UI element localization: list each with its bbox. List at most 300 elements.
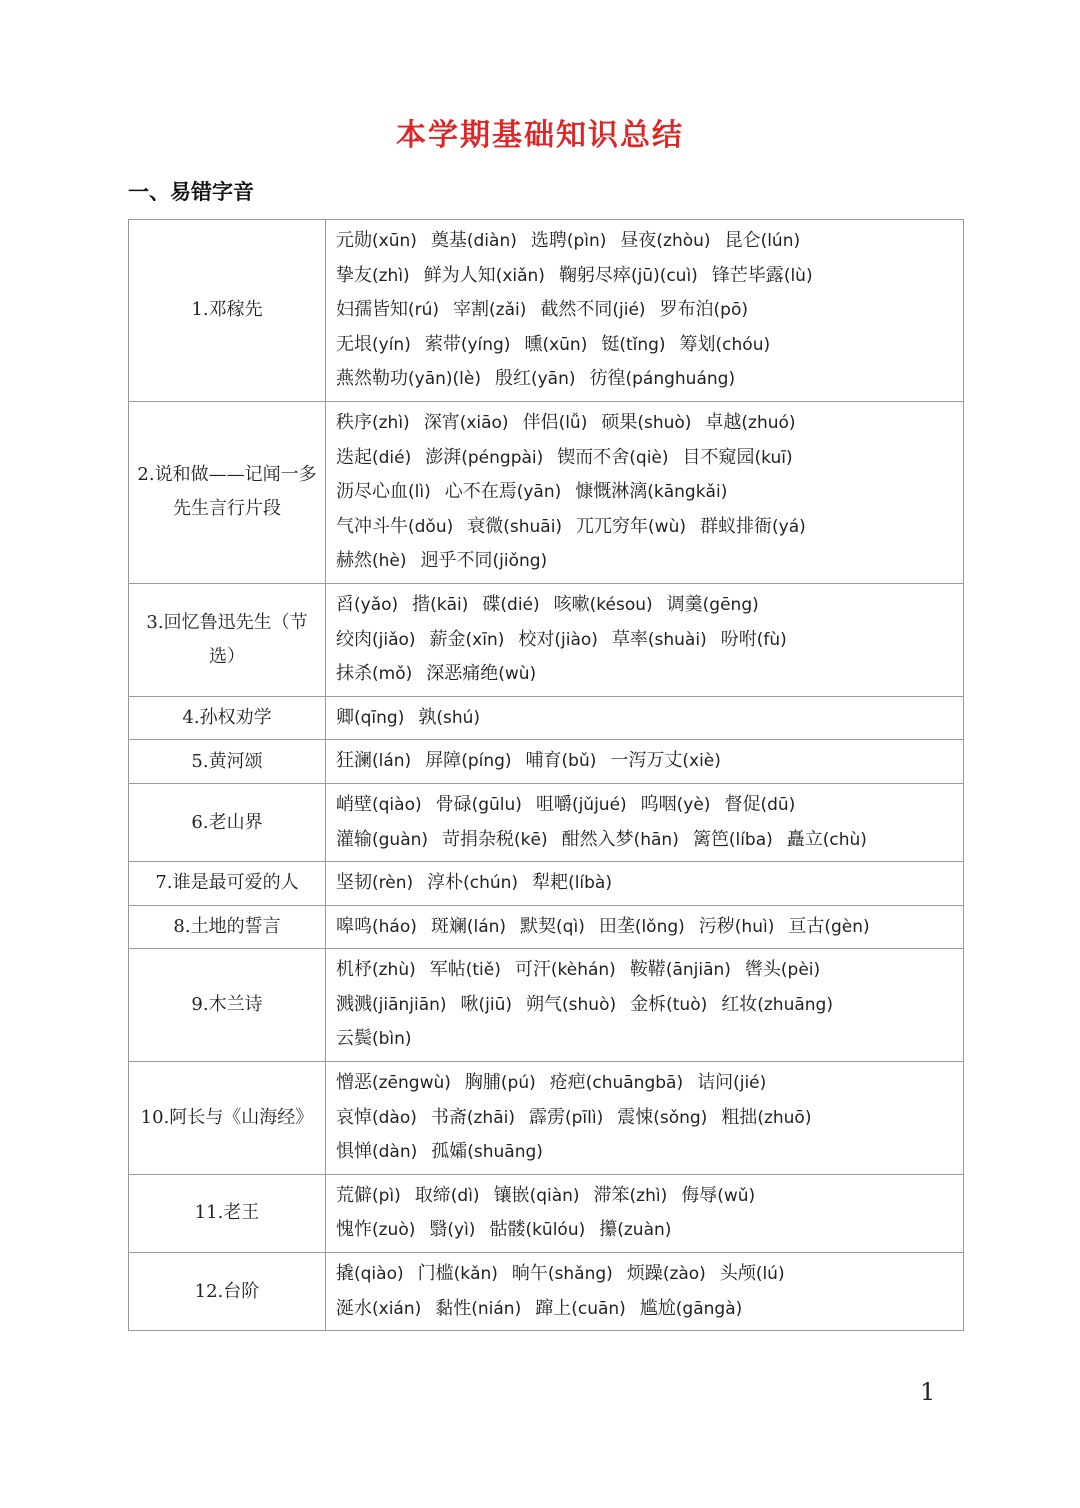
word-item — [536, 788, 627, 823]
word-text: 彷徨 — [589, 368, 626, 390]
word-item — [697, 1066, 766, 1101]
word-text: 书斋 — [430, 1106, 467, 1128]
pinyin-text: (zǎi) — [489, 300, 527, 321]
word-text: 震悚 — [617, 1106, 654, 1128]
word-item — [431, 910, 506, 945]
lesson-title: 5.黄河颂 — [129, 740, 326, 784]
word-text: 斑斓 — [430, 915, 467, 937]
word-text: 亘古 — [788, 915, 825, 937]
word-item — [442, 823, 548, 858]
word-text: 绞肉 — [336, 628, 372, 650]
word-item — [336, 1022, 412, 1057]
word-line — [336, 657, 959, 692]
word-line — [336, 224, 959, 259]
word-item — [336, 406, 410, 441]
word-item — [426, 657, 536, 692]
word-text: 无垠 — [336, 333, 372, 355]
word-text: 哺育 — [525, 750, 562, 772]
word-text: 污秽 — [698, 915, 735, 937]
pinyin-text: (lún) — [760, 231, 801, 251]
pinyin-text: (jié) — [733, 1073, 767, 1094]
lesson-row — [129, 696, 964, 740]
word-item — [693, 823, 773, 858]
pinyin-text: (píng) — [461, 751, 512, 772]
word-text: 骷髅 — [489, 1219, 526, 1241]
word-text: 撬 — [336, 1263, 354, 1285]
word-text: 澎湃 — [425, 446, 462, 468]
word-item — [700, 510, 806, 545]
word-text: 校对 — [518, 628, 555, 650]
word-item — [529, 1101, 603, 1136]
word-text: 辔头 — [744, 959, 781, 981]
word-item — [336, 475, 431, 510]
lesson-row — [129, 949, 964, 1062]
word-text: 坚韧 — [336, 872, 372, 894]
lesson-title: 6.老山界 — [129, 783, 326, 861]
word-text: 粗拙 — [721, 1106, 758, 1128]
word-text: 妇孺皆知 — [336, 299, 408, 321]
word-text: 酣然入梦 — [561, 828, 634, 850]
word-item — [515, 953, 616, 988]
word-item — [518, 623, 598, 658]
pinyin-text: (yǎo) — [354, 594, 399, 615]
word-line — [336, 510, 959, 545]
pinyin-text: (jiū) — [478, 994, 513, 1015]
pinyin-text: (xián) — [372, 1298, 422, 1319]
pinyin-text: (kāngkǎi) — [647, 482, 728, 503]
word-item — [627, 1257, 706, 1292]
pinyin-text: (chù) — [822, 829, 867, 850]
pinyin-text: (yín) — [372, 334, 411, 355]
word-item — [562, 823, 679, 858]
word-text: 伴侣 — [522, 411, 559, 433]
pinyin-text: (wù) — [498, 664, 537, 685]
word-text: 截然不同 — [540, 299, 613, 321]
word-item — [424, 406, 509, 441]
word-item — [336, 988, 447, 1023]
word-item — [336, 224, 417, 259]
word-text: 昆仑 — [724, 230, 761, 251]
word-item — [699, 910, 775, 945]
word-item — [482, 588, 539, 623]
word-text: 默契 — [520, 915, 557, 937]
word-text: 侮辱 — [681, 1184, 718, 1206]
word-text: 惧惮 — [336, 1141, 372, 1163]
pinyin-text: (xūn) — [542, 334, 588, 355]
lesson-row — [129, 401, 964, 583]
pinyin-text: (guàn) — [372, 829, 429, 850]
word-text: 卿 — [336, 706, 354, 728]
word-item — [721, 988, 833, 1023]
word-text: 鞠躬尽瘁 — [558, 264, 631, 286]
word-text: 鞍鞯 — [629, 959, 666, 981]
word-item — [427, 866, 518, 901]
lesson-title: 11.老王 — [129, 1174, 326, 1252]
pinyin-text: (tuò) — [666, 994, 708, 1015]
pinyin-text: (lǒng) — [634, 916, 685, 937]
word-text: 荒僻 — [336, 1184, 372, 1206]
word-item — [336, 1066, 451, 1101]
pinyin-text: (bǔ) — [561, 751, 597, 772]
pinyin-text: (zhì) — [372, 265, 410, 286]
word-text: 镶嵌 — [493, 1184, 530, 1206]
word-cell — [326, 1253, 964, 1331]
word-line — [336, 362, 959, 397]
pinyin-text: (zào) — [662, 1264, 706, 1285]
word-item — [336, 623, 416, 658]
word-text: 云鬓 — [336, 1028, 372, 1050]
word-item — [430, 953, 501, 988]
word-item — [495, 362, 576, 397]
pinyin-text: (shuò) — [562, 994, 617, 1015]
word-item — [418, 701, 480, 736]
word-item — [412, 588, 468, 623]
word-item — [554, 588, 653, 623]
word-text: 锲而不舍 — [557, 446, 630, 468]
pinyin-text: (xīn) — [465, 629, 505, 650]
word-line — [336, 1066, 959, 1101]
pinyin-text: (shuāng) — [467, 1142, 543, 1163]
word-line — [336, 1257, 959, 1292]
word-text: 碟 — [482, 593, 501, 615]
word-item — [461, 988, 513, 1023]
word-line — [336, 953, 959, 988]
word-line — [336, 328, 959, 363]
pinyin-text: (kūlóu) — [525, 1220, 586, 1241]
word-item — [336, 953, 416, 988]
lesson-row — [129, 783, 964, 861]
word-item — [336, 1213, 415, 1248]
pinyin-text: (dào) — [372, 1107, 417, 1128]
pinyin-text: (xiè) — [682, 751, 721, 772]
pinyin-text: (yì) — [447, 1220, 476, 1241]
word-item — [336, 441, 411, 476]
word-text: 霹雳 — [528, 1106, 565, 1128]
lesson-title: 10.阿长与《山海经》 — [129, 1062, 326, 1175]
word-item — [425, 328, 511, 363]
word-item — [336, 1135, 417, 1170]
word-text: 门槛 — [417, 1263, 454, 1285]
word-text: 晌午 — [511, 1263, 548, 1285]
pinyin-text: (zhuó) — [741, 412, 796, 433]
word-text: 气冲斗牛 — [336, 515, 408, 537]
pinyin-text: (sǒng) — [653, 1107, 708, 1128]
word-item — [683, 441, 793, 476]
word-item — [617, 1101, 707, 1136]
word-text: 疮疤 — [549, 1072, 586, 1094]
word-line — [336, 988, 959, 1023]
word-line — [336, 293, 959, 328]
word-item — [610, 744, 721, 779]
word-item — [630, 953, 731, 988]
word-item — [532, 866, 612, 901]
pinyin-text: (zhù) — [372, 960, 416, 981]
word-line — [336, 588, 959, 623]
word-cell — [326, 740, 964, 784]
word-text: 烦躁 — [626, 1263, 663, 1285]
word-text: 灌输 — [336, 828, 372, 850]
word-item — [431, 224, 517, 259]
word-text: 屏障 — [425, 750, 462, 772]
word-cell — [326, 220, 964, 402]
word-text: 头颅 — [719, 1263, 756, 1285]
word-item — [489, 1213, 585, 1248]
pinyin-text: (tǐng) — [619, 334, 666, 355]
word-text: 元勋 — [336, 230, 372, 251]
pinyin-text: (zhāi) — [466, 1107, 515, 1128]
pinyin-text: (pìn) — [566, 231, 607, 251]
pinyin-text: (jiānjiān) — [372, 994, 447, 1015]
pinyin-text: (jiǎo) — [372, 629, 416, 650]
word-item — [336, 510, 453, 545]
word-item — [788, 910, 869, 945]
word-item — [336, 701, 404, 736]
word-line — [336, 1022, 959, 1057]
pinyin-text: (shú) — [436, 707, 481, 728]
pinyin-text: (zhuāng) — [757, 994, 833, 1015]
word-text: 筹划 — [679, 333, 716, 355]
pinyin-text: (lán) — [372, 751, 412, 772]
word-cell — [326, 1062, 964, 1175]
lesson-row — [129, 1174, 964, 1252]
word-cell — [326, 905, 964, 949]
word-item — [431, 1135, 543, 1170]
lesson-title: 8.土地的誓言 — [129, 905, 326, 949]
word-text: 薪金 — [429, 628, 466, 650]
pinyin-text: (hān) — [633, 829, 679, 850]
word-line — [336, 823, 959, 858]
pinyin-text: (yè) — [676, 794, 711, 815]
word-item — [336, 1101, 417, 1136]
word-item — [526, 744, 597, 779]
pinyin-text: (kuī) — [754, 447, 793, 468]
word-text: 黏性 — [435, 1297, 472, 1319]
word-text: 调羹 — [666, 593, 703, 615]
lesson-title: 9.木兰诗 — [129, 949, 326, 1062]
pinyin-text: (shǎng) — [547, 1264, 613, 1285]
word-text: 犁耙 — [532, 872, 569, 894]
word-line — [336, 866, 959, 901]
word-text: 铤 — [601, 333, 620, 355]
word-item — [421, 544, 548, 579]
word-text: 骨碌 — [435, 793, 472, 815]
word-item — [512, 1257, 613, 1292]
word-text: 尴尬 — [639, 1297, 676, 1319]
word-item — [599, 1213, 671, 1248]
pinyin-text: (pīlì) — [564, 1107, 604, 1128]
word-item — [594, 1179, 668, 1214]
pinyin-text: (chóu) — [715, 334, 771, 355]
pinyin-text: (rèn) — [372, 873, 414, 894]
word-line — [336, 441, 959, 476]
pinyin-text: (dàn) — [372, 1142, 418, 1163]
word-text: 深宵 — [423, 411, 460, 433]
pinyin-text: (líba) — [728, 829, 773, 850]
word-item — [523, 406, 588, 441]
pinyin-text: (qì) — [556, 916, 585, 937]
lesson-title: 1.邓稼先 — [129, 220, 326, 402]
pinyin-text: (shuài) — [647, 629, 707, 650]
word-text: 罗布泊 — [659, 299, 714, 321]
word-text: 啾 — [460, 993, 479, 1015]
pinyin-text: (yān)(lè) — [408, 369, 481, 390]
word-item — [630, 988, 707, 1023]
pinyin-text: (zhuō) — [757, 1107, 812, 1128]
word-text: 溅溅 — [336, 993, 372, 1015]
lesson-row — [129, 583, 964, 696]
word-item — [336, 259, 410, 294]
pinyin-text: (kǎn) — [453, 1264, 498, 1285]
pinyin-text: (dì) — [450, 1185, 480, 1206]
lesson-row — [129, 1062, 964, 1175]
pinyin-text: (qiè) — [629, 447, 669, 468]
word-cell — [326, 949, 964, 1062]
pinyin-text: (fù) — [756, 629, 787, 650]
word-item — [336, 788, 422, 823]
word-text: 燕然勒功 — [336, 368, 408, 390]
word-item — [590, 362, 736, 397]
word-text: 苛捐杂税 — [442, 828, 515, 850]
lesson-row — [129, 862, 964, 906]
word-text: 田垄 — [598, 915, 635, 937]
word-text: 滞笨 — [593, 1184, 630, 1206]
pinyin-text: (yān) — [516, 482, 562, 503]
word-text: 深恶痛绝 — [426, 663, 499, 685]
word-text: 秩序 — [336, 411, 372, 433]
pinyin-text: (háo) — [372, 916, 417, 937]
lesson-row — [129, 1253, 964, 1331]
pinyin-text: (tiě) — [465, 960, 501, 981]
word-cell — [326, 696, 964, 740]
word-item — [336, 1292, 421, 1327]
pinyin-text: (ānjiān) — [665, 960, 731, 981]
word-text: 衰微 — [467, 515, 504, 537]
word-cell — [326, 862, 964, 906]
pinyin-text: (qiào) — [354, 1264, 404, 1285]
word-item — [436, 788, 522, 823]
pinyin-text: (qīng) — [354, 707, 405, 728]
word-line — [336, 544, 959, 579]
word-item — [641, 788, 711, 823]
lesson-title: 4.孙权劝学 — [129, 696, 326, 740]
word-item — [336, 866, 413, 901]
pinyin-text: (diàn) — [466, 231, 517, 251]
word-item — [336, 362, 481, 397]
word-item — [336, 1179, 401, 1214]
word-line — [336, 701, 959, 736]
word-item — [557, 441, 668, 476]
word-item — [467, 510, 562, 545]
pinyin-text: (xiǎn) — [495, 265, 545, 286]
word-item — [720, 1257, 785, 1292]
lesson-title: 7.谁是最可爱的人 — [129, 862, 326, 906]
word-item — [445, 475, 562, 510]
pinyin-text: (rú) — [408, 300, 440, 321]
word-text: 呜咽 — [640, 793, 677, 815]
word-item — [612, 623, 707, 658]
pinyin-text: (xiāo) — [459, 412, 509, 433]
pinyin-text: (zuàn) — [617, 1220, 672, 1241]
word-text: 挚友 — [336, 264, 372, 286]
word-text: 心不在焉 — [444, 481, 517, 503]
word-text: 抹杀 — [336, 663, 372, 685]
word-text: 宰割 — [453, 299, 490, 321]
pinyin-text: (jū)(cuì) — [630, 265, 698, 286]
word-item — [418, 1257, 498, 1292]
word-line — [336, 406, 959, 441]
word-text: 舀 — [336, 593, 354, 615]
word-item — [336, 544, 407, 579]
pinyin-text: (gèn) — [824, 916, 870, 937]
word-text: 狂澜 — [336, 750, 372, 772]
lesson-row — [129, 220, 964, 402]
word-cell — [326, 583, 964, 696]
word-item — [425, 744, 511, 779]
word-item — [550, 1066, 683, 1101]
word-text: 蹿上 — [535, 1297, 572, 1319]
word-text: 锋芒毕露 — [711, 264, 784, 286]
word-text: 朔气 — [526, 993, 563, 1015]
pinyin-text: (késou) — [589, 594, 653, 615]
word-item — [680, 328, 771, 363]
pinyin-text: (dū) — [760, 794, 796, 815]
pinyin-text: (kèhán) — [550, 960, 616, 981]
word-item — [336, 588, 398, 623]
word-text: 昼夜 — [620, 230, 657, 251]
word-text: 曛 — [524, 333, 543, 355]
lesson-row — [129, 740, 964, 784]
word-text: 胸脯 — [464, 1072, 501, 1094]
word-text: 吩咐 — [720, 628, 757, 650]
pinyin-text: (pèi) — [780, 960, 821, 981]
word-text: 矗立 — [786, 828, 823, 850]
word-text: 目不窥园 — [682, 446, 755, 468]
word-item — [575, 475, 727, 510]
word-text: 哀悼 — [336, 1106, 372, 1128]
pinyin-text: (dǒu) — [408, 516, 454, 537]
word-item — [576, 510, 686, 545]
word-text: 攥 — [599, 1219, 618, 1241]
word-text: 群蚁排衙 — [700, 515, 772, 537]
word-item — [745, 953, 820, 988]
word-item — [712, 259, 813, 294]
pinyin-text: (chún) — [463, 873, 519, 894]
pinyin-text: (qiàn) — [529, 1185, 580, 1206]
pinyin-text: (wù) — [648, 516, 686, 537]
word-text: 红妆 — [721, 993, 758, 1015]
word-text: 可汗 — [514, 959, 551, 981]
pinyin-text: (lǚ) — [558, 412, 588, 433]
pinyin-text: (zēngwù) — [372, 1073, 451, 1094]
word-line — [336, 1179, 959, 1214]
word-item — [601, 328, 665, 363]
word-item — [620, 224, 710, 259]
word-text: 鲜为人知 — [423, 264, 496, 286]
word-item — [540, 293, 645, 328]
word-item — [336, 823, 428, 858]
word-text: 迭起 — [336, 446, 372, 468]
pinyin-text: (jǔjué) — [571, 794, 627, 815]
pinyin-text: (pì) — [372, 1185, 401, 1206]
lesson-title: 3.回忆鲁迅先生（节选） — [129, 583, 326, 696]
pinyin-text: (dié) — [372, 447, 412, 468]
word-item — [424, 259, 545, 294]
word-text: 赫然 — [336, 550, 372, 572]
word-text: 嗥鸣 — [336, 915, 372, 937]
word-text: 机杼 — [336, 959, 372, 981]
word-text: 愧怍 — [336, 1219, 372, 1241]
word-text: 取缔 — [414, 1184, 451, 1206]
